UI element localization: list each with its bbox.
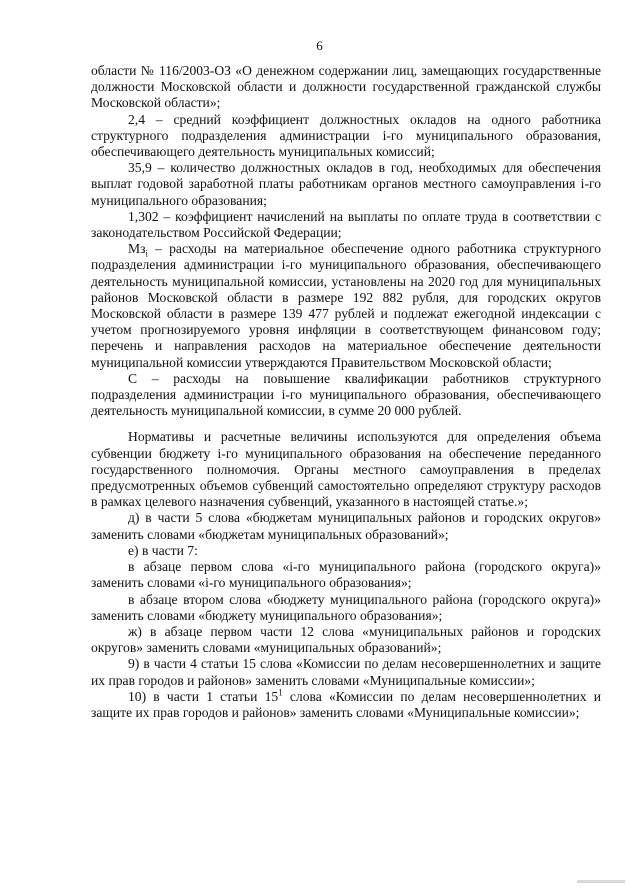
scan-artifact-mark — [577, 880, 625, 883]
mz-symbol-base: Мз — [128, 241, 146, 257]
page-number: 6 — [316, 38, 323, 53]
item-10-prefix: 10) в части 1 статьи 15 — [128, 688, 279, 704]
paragraph-qualification-expenses: С – расходы на повышение квалификации работников структурного подразделения администрации i-го муниципального образования, обеспечивающего деятельность муниципальной комиссии, в сумме 20 000 рублей. — [91, 370, 601, 419]
paragraph-coefficient-1-302: 1,302 – коэффициент начислений на выплаты по оплате труда в соответствии с законодательством Российской Федерации; — [91, 208, 601, 241]
item-10-superscript: 1 — [278, 687, 283, 698]
mz-symbol-subscript: i — [145, 248, 148, 259]
paragraph-item-d: д) в части 5 слова «бюджетам муниципальных районов и городских округов» заменить словами «бюджетам муниципальных образований»; — [91, 510, 601, 542]
mz-expenses-text: – расходы на материальное обеспечение одного работника структурного подразделения администрации i-го муниципального образования, обеспечивающего деятельность муниципальной комиссии, установлены на 2020 год для муниципальных районов Московской области в размере 192 882 рубля, для городских округов Московской области в размере 139 477 рублей и подлежат ежегодной индексации с учетом прогнозируемого уровня инфляции в соответствующем финансовом году; перечень и направления расходов на материальное обеспечение деятельности муниципальной комиссии утверждаются Правительством Московской области; — [91, 241, 601, 370]
paragraph-item-9: 9) в части 4 статьи 15 слова «Комиссии по делам несовершеннолетних и защите их прав городов и районов» заменить словами «Муниципальные комиссии»; — [91, 656, 601, 688]
paragraph-item-e-second: в абзаце втором слова «бюджету муниципального района (городского округа)» заменить словами «бюджету муниципального образования»; — [91, 591, 601, 623]
paragraph-norms-usage: Нормативы и расчетные величины используются для определения объема субвенции бюджету i-го муниципального образования на обеспечение переданного государственного полномочия. Органы местного самоуправления в пределах предусмотренных объемов субвенций самостоятельно определяют структуру расходов в рамках целевого назначения субвенций, указанного в настоящей статье.»; — [91, 429, 601, 510]
paragraph-law-reference: области № 116/2003-ОЗ «О денежном содержании лиц, замещающих государственные должности Московской области и должности государственной гражданской службы Московской области»; — [91, 63, 601, 111]
paragraph-item-e: е) в части 7: — [128, 542, 198, 558]
paragraph-item-e-first: в абзаце первом слова «i-го муниципального района (городского округа)» заменить словами «i-го муниципального образования»; — [91, 559, 601, 591]
paragraph-coefficient-2-4: 2,4 – средний коэффициент должностных окладов на одного работника структурного подразделения администрации i-го муниципального образования, обеспечивающего деятельность муниципальных комиссий; — [91, 111, 601, 160]
paragraph-item-zh: ж) в абзаце первом части 12 слова «муниципальных районов и городских округов» заменить словами «муниципальных образований»; — [91, 623, 601, 656]
paragraph-salary-count-35-9: 35,9 – количество должностных окладов в год, необходимых для обеспечения выплат годовой заработной платы работникам органов местного самоуправления i-го муниципального образования; — [91, 160, 601, 208]
mz-symbol — [128, 241, 148, 259]
item-10-text: слова «Комиссии по делам несовершеннолетних и защите их прав городов и районов» заменить словами «Муниципальные комиссии»; — [91, 688, 602, 720]
document-body — [91, 63, 601, 721]
paragraph-mz-expenses — [91, 241, 601, 371]
paragraph-item-10 — [91, 689, 601, 721]
